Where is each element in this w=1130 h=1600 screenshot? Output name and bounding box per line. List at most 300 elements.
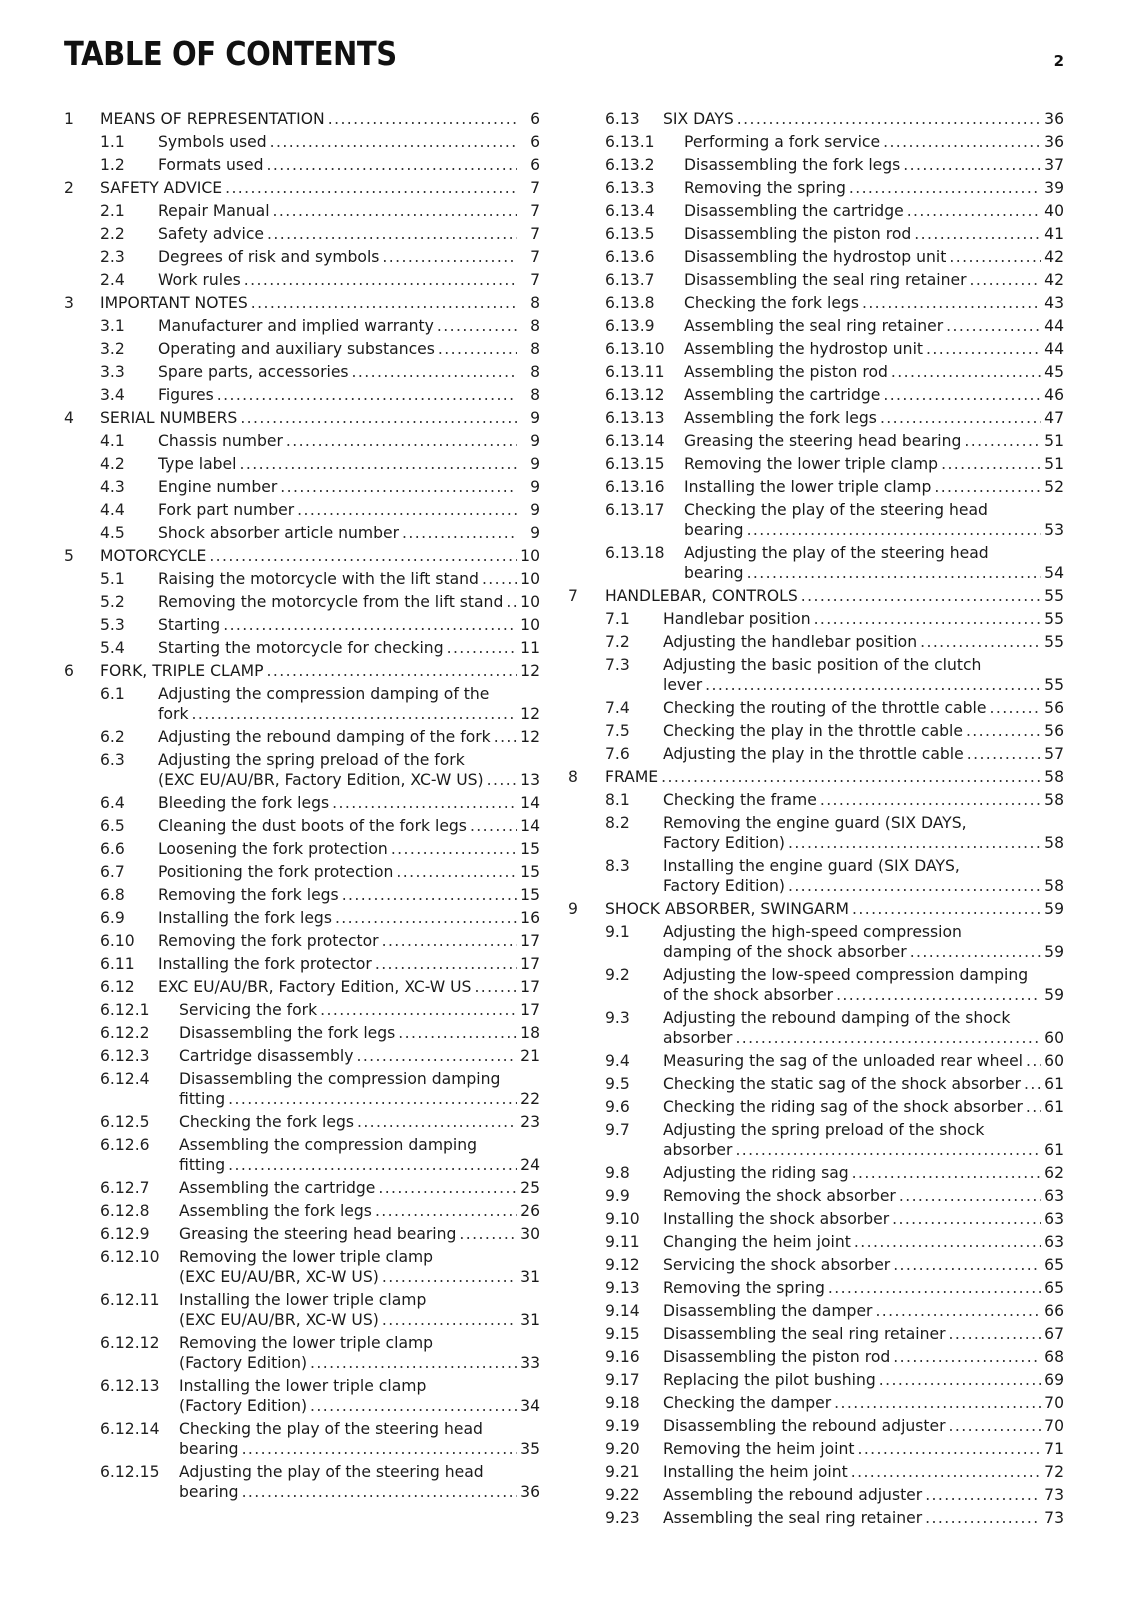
toc-entry[interactable] bbox=[64, 1112, 540, 1135]
toc-entry[interactable] bbox=[568, 385, 1064, 408]
toc-entry[interactable] bbox=[64, 885, 540, 908]
toc-entry[interactable] bbox=[64, 1000, 540, 1023]
toc-entry[interactable] bbox=[568, 1278, 1064, 1301]
toc-entry[interactable] bbox=[64, 1462, 540, 1505]
toc-entry[interactable] bbox=[64, 1290, 540, 1333]
toc-entry-number: 9.7 bbox=[605, 1121, 630, 1139]
toc-entry[interactable] bbox=[568, 922, 1064, 965]
toc-entry-page: 24 bbox=[520, 1156, 540, 1174]
toc-entry[interactable] bbox=[568, 1051, 1064, 1074]
toc-entry[interactable] bbox=[64, 500, 540, 523]
toc-entry-title: Positioning the fork protection bbox=[158, 863, 394, 881]
toc-entry[interactable] bbox=[568, 655, 1064, 698]
toc-entry-body bbox=[663, 1008, 1064, 1048]
dot-leader bbox=[879, 1370, 1041, 1390]
dot-leader bbox=[357, 1112, 517, 1132]
toc-entry-title: Engine number bbox=[158, 478, 278, 496]
toc-entry[interactable] bbox=[64, 454, 540, 477]
toc-entry[interactable] bbox=[568, 1485, 1064, 1508]
toc-entry[interactable] bbox=[64, 793, 540, 816]
toc-entry[interactable] bbox=[64, 1376, 540, 1419]
toc-entry[interactable] bbox=[568, 408, 1064, 431]
toc-entry[interactable] bbox=[568, 201, 1064, 224]
toc-entry[interactable] bbox=[568, 132, 1064, 155]
dot-leader bbox=[437, 316, 517, 336]
toc-entry-title-line bbox=[684, 132, 1064, 152]
toc-entry-page: 16 bbox=[520, 909, 540, 927]
toc-entry-title-line bbox=[605, 899, 1064, 919]
toc-entry-body bbox=[663, 744, 1064, 764]
toc-entry-title: absorber bbox=[663, 1141, 733, 1159]
toc-entry-title: Shock absorber article number bbox=[158, 524, 400, 542]
toc-entry[interactable] bbox=[568, 1163, 1064, 1186]
toc-entry[interactable] bbox=[64, 750, 540, 793]
toc-entry-title: Type label bbox=[158, 455, 237, 473]
toc-entry-body bbox=[158, 816, 540, 836]
toc-entry[interactable] bbox=[64, 132, 540, 155]
toc-entry-body bbox=[179, 1112, 540, 1132]
toc-entry-body bbox=[179, 1046, 540, 1066]
toc-entry[interactable] bbox=[64, 109, 540, 132]
toc-entry[interactable] bbox=[568, 454, 1064, 477]
toc-entry[interactable] bbox=[568, 270, 1064, 293]
toc-entry-title: Disassembling the damper bbox=[663, 1302, 873, 1320]
toc-entry-title: bearing bbox=[179, 1440, 239, 1458]
dot-leader bbox=[223, 615, 517, 635]
toc-entry[interactable] bbox=[64, 816, 540, 839]
toc-entry[interactable] bbox=[64, 592, 540, 615]
toc-entry[interactable] bbox=[64, 178, 540, 201]
toc-entry-title: Installing the fork protector bbox=[158, 955, 372, 973]
toc-entry-body bbox=[663, 1301, 1064, 1321]
toc-entry-number: 9.16 bbox=[605, 1348, 640, 1366]
toc-entry[interactable] bbox=[568, 698, 1064, 721]
toc-entry-page: 31 bbox=[520, 1268, 540, 1286]
toc-entry[interactable] bbox=[568, 790, 1064, 813]
toc-entry-page: 55 bbox=[1044, 610, 1064, 628]
toc-entry[interactable] bbox=[64, 1247, 540, 1290]
toc-entry[interactable] bbox=[568, 431, 1064, 454]
toc-entry[interactable] bbox=[568, 543, 1064, 586]
toc-entry[interactable] bbox=[568, 1508, 1064, 1531]
dot-leader bbox=[240, 454, 518, 474]
toc-entry-title-line bbox=[663, 1370, 1064, 1390]
toc-entry-page: 40 bbox=[1044, 202, 1064, 220]
toc-entry[interactable] bbox=[568, 899, 1064, 922]
toc-entry[interactable] bbox=[64, 569, 540, 592]
dot-leader bbox=[382, 931, 517, 951]
dot-leader bbox=[1026, 1051, 1041, 1071]
toc-entry-page: 58 bbox=[1044, 834, 1064, 852]
toc-entry-title-line1: Installing the engine guard (SIX DAYS, bbox=[663, 857, 960, 875]
toc-entry-title-line bbox=[684, 270, 1064, 290]
toc-entry-body bbox=[158, 339, 540, 359]
toc-entry-title: Factory Edition) bbox=[663, 834, 785, 852]
toc-entry-number: 9.21 bbox=[605, 1463, 640, 1481]
dot-leader bbox=[474, 977, 517, 997]
toc-entry-page: 60 bbox=[1044, 1029, 1064, 1047]
dot-leader bbox=[459, 1224, 517, 1244]
dot-leader bbox=[342, 885, 517, 905]
toc-entry-title-line bbox=[158, 454, 540, 474]
toc-entry[interactable] bbox=[64, 247, 540, 270]
toc-entry-body bbox=[158, 592, 540, 612]
toc-entry-title: Repair Manual bbox=[158, 202, 270, 220]
toc-entry-page: 10 bbox=[520, 616, 540, 634]
dot-leader bbox=[883, 132, 1041, 152]
toc-entry-body bbox=[100, 408, 540, 428]
toc-entry-body bbox=[158, 839, 540, 859]
toc-entry-title: (Factory Edition) bbox=[179, 1397, 308, 1415]
dot-leader bbox=[862, 293, 1041, 313]
toc-entry-title-line1: Adjusting the high-speed compression bbox=[663, 923, 962, 941]
toc-entry-title-line bbox=[663, 1508, 1064, 1528]
toc-entry-body bbox=[158, 862, 540, 882]
toc-entry[interactable] bbox=[64, 270, 540, 293]
toc-entry-title: Installing the shock absorber bbox=[663, 1210, 890, 1228]
toc-entry-number: 6.13.18 bbox=[605, 544, 665, 562]
toc-entry-body bbox=[684, 247, 1064, 267]
toc-entry[interactable] bbox=[568, 632, 1064, 655]
toc-entry-number: 2.2 bbox=[100, 225, 125, 243]
toc-entry-title: fitting bbox=[179, 1090, 226, 1108]
dot-leader bbox=[396, 862, 517, 882]
toc-entry[interactable] bbox=[568, 1255, 1064, 1278]
toc-entry[interactable] bbox=[64, 362, 540, 385]
toc-entry-number: 6.12 bbox=[100, 978, 135, 996]
toc-entry[interactable] bbox=[568, 1393, 1064, 1416]
toc-entry[interactable] bbox=[568, 744, 1064, 767]
toc-entry-number: 6.4 bbox=[100, 794, 125, 812]
toc-entry-title: Degrees of risk and symbols bbox=[158, 248, 380, 266]
toc-entry-title-line bbox=[663, 1416, 1064, 1436]
toc-entry-title: Checking the fork legs bbox=[684, 294, 859, 312]
toc-entry-page: 55 bbox=[1044, 587, 1064, 605]
toc-entry-number: 6.7 bbox=[100, 863, 125, 881]
dot-leader bbox=[273, 201, 517, 221]
toc-entry[interactable] bbox=[568, 1074, 1064, 1097]
toc-entry-title-line bbox=[684, 155, 1064, 175]
toc-entry[interactable] bbox=[64, 339, 540, 362]
toc-entry-title: HANDLEBAR, CONTROLS bbox=[605, 587, 798, 605]
toc-entry-page: 52 bbox=[1044, 478, 1064, 496]
toc-entry[interactable] bbox=[64, 316, 540, 339]
toc-entry[interactable] bbox=[64, 408, 540, 431]
toc-entry-body bbox=[179, 1333, 540, 1373]
toc-entry-title-line bbox=[158, 339, 540, 359]
toc-entry-number: 6.13.15 bbox=[605, 455, 665, 473]
toc-entry-body bbox=[663, 1393, 1064, 1413]
toc-entry[interactable] bbox=[568, 362, 1064, 385]
toc-entry[interactable] bbox=[64, 155, 540, 178]
toc-entry-title-line bbox=[663, 790, 1064, 810]
toc-entry-number: 6.13.5 bbox=[605, 225, 655, 243]
toc-entry-title-line bbox=[663, 1324, 1064, 1344]
dot-leader bbox=[378, 1178, 517, 1198]
dot-leader bbox=[267, 661, 517, 681]
toc-entry-title: Adjusting the rebound damping of the fork bbox=[158, 728, 491, 746]
toc-entry-title-line bbox=[179, 1155, 540, 1175]
toc-entry[interactable] bbox=[64, 839, 540, 862]
toc-entry[interactable] bbox=[64, 477, 540, 500]
toc-entry-number: 9.22 bbox=[605, 1486, 640, 1504]
toc-entry-number: 2.4 bbox=[100, 271, 125, 289]
toc-entry-title-line bbox=[684, 454, 1064, 474]
toc-entry-page: 9 bbox=[530, 501, 540, 519]
toc-entry-title: IMPORTANT NOTES bbox=[100, 294, 248, 312]
toc-entry-title-line bbox=[158, 247, 540, 267]
toc-entry-page: 15 bbox=[520, 886, 540, 904]
toc-entry[interactable] bbox=[64, 931, 540, 954]
toc-entry-title-line bbox=[158, 385, 540, 405]
toc-entry[interactable] bbox=[568, 1186, 1064, 1209]
toc-entry-page: 61 bbox=[1044, 1141, 1064, 1159]
toc-entry[interactable] bbox=[568, 224, 1064, 247]
toc-entry-title: Installing the heim joint bbox=[663, 1463, 848, 1481]
toc-entry[interactable] bbox=[64, 661, 540, 684]
toc-entry-title-line1: Disassembling the compression damping bbox=[179, 1070, 501, 1088]
toc-entry[interactable] bbox=[64, 1023, 540, 1046]
dot-leader bbox=[941, 454, 1041, 474]
toc-entry[interactable] bbox=[568, 339, 1064, 362]
toc-entry-title-line bbox=[158, 523, 540, 543]
dot-leader bbox=[398, 1023, 517, 1043]
toc-entry[interactable] bbox=[568, 1370, 1064, 1393]
dot-leader bbox=[910, 942, 1041, 962]
toc-entry[interactable] bbox=[568, 109, 1064, 132]
toc-entry[interactable] bbox=[568, 965, 1064, 1008]
toc-entry[interactable] bbox=[64, 201, 540, 224]
toc-entry-body bbox=[663, 1120, 1064, 1160]
toc-entry-page: 26 bbox=[520, 1202, 540, 1220]
toc-entry-title-line bbox=[179, 1439, 540, 1459]
toc-entry[interactable] bbox=[568, 477, 1064, 500]
toc-entry-number: 6.8 bbox=[100, 886, 125, 904]
toc-entry-body bbox=[158, 954, 540, 974]
toc-entry-number: 3.3 bbox=[100, 363, 125, 381]
dot-leader bbox=[705, 675, 1041, 695]
toc-entry[interactable] bbox=[568, 767, 1064, 790]
toc-entry-body bbox=[158, 477, 540, 497]
toc-entry[interactable] bbox=[568, 178, 1064, 201]
toc-entry-title-line bbox=[158, 316, 540, 336]
toc-entry-title: Greasing the steering head bearing bbox=[179, 1225, 457, 1243]
toc-entry-title-line bbox=[179, 1000, 540, 1020]
toc-entry[interactable] bbox=[568, 1462, 1064, 1485]
toc-entry[interactable] bbox=[64, 615, 540, 638]
toc-entry[interactable] bbox=[64, 546, 540, 569]
toc-entry-body bbox=[684, 270, 1064, 290]
dot-leader bbox=[310, 1353, 517, 1373]
toc-entry[interactable] bbox=[568, 155, 1064, 178]
toc-entry[interactable] bbox=[568, 813, 1064, 856]
toc-entry-body bbox=[684, 431, 1064, 451]
toc-entry[interactable] bbox=[568, 586, 1064, 609]
toc-entry-page: 11 bbox=[520, 639, 540, 657]
dot-leader bbox=[854, 1232, 1041, 1252]
toc-entry[interactable] bbox=[64, 523, 540, 546]
toc-entry-page: 69 bbox=[1044, 1371, 1064, 1389]
toc-entry[interactable] bbox=[568, 1232, 1064, 1255]
toc-entry-number: 8.2 bbox=[605, 814, 630, 832]
toc-entry-body bbox=[100, 293, 540, 313]
toc-entry-body bbox=[684, 454, 1064, 474]
dot-leader bbox=[267, 155, 517, 175]
toc-entry-number: 5.1 bbox=[100, 570, 125, 588]
toc-entry-number: 1 bbox=[64, 110, 74, 128]
toc-entry-number: 9.10 bbox=[605, 1210, 640, 1228]
toc-entry[interactable] bbox=[568, 1120, 1064, 1163]
toc-entry[interactable] bbox=[64, 1201, 540, 1224]
toc-entry-title: Fork part number bbox=[158, 501, 295, 519]
toc-entry-title: Servicing the shock absorber bbox=[663, 1256, 891, 1274]
toc-entry[interactable] bbox=[568, 1416, 1064, 1439]
toc-entry-number: 9.12 bbox=[605, 1256, 640, 1274]
dot-leader bbox=[251, 293, 517, 313]
toc-entry[interactable] bbox=[64, 727, 540, 750]
toc-entry[interactable] bbox=[64, 1135, 540, 1178]
dot-leader bbox=[989, 698, 1041, 718]
dot-leader bbox=[801, 586, 1041, 606]
toc-entry-number: 6.12.6 bbox=[100, 1136, 150, 1154]
toc-entry-title-line bbox=[605, 586, 1064, 606]
toc-entry-title-line bbox=[663, 942, 1064, 962]
toc-entry[interactable] bbox=[64, 1178, 540, 1201]
toc-entry-title-line bbox=[663, 1163, 1064, 1183]
dot-leader bbox=[852, 899, 1041, 919]
toc-entry-number: 9.8 bbox=[605, 1164, 630, 1182]
toc-entry[interactable] bbox=[64, 862, 540, 885]
toc-entry-title: Starting the motorcycle for checking bbox=[158, 639, 444, 657]
toc-entry-body bbox=[100, 546, 540, 566]
toc-entry[interactable] bbox=[568, 1209, 1064, 1232]
toc-entry-title: Checking the damper bbox=[663, 1394, 832, 1412]
toc-entry-title-line bbox=[158, 431, 540, 451]
toc-entry-number: 6.12.4 bbox=[100, 1070, 150, 1088]
toc-entry-title-line1: Adjusting the basic position of the clutch bbox=[663, 656, 982, 674]
toc-entry-number: 9.2 bbox=[605, 966, 630, 984]
toc-entry-number: 9.18 bbox=[605, 1394, 640, 1412]
toc-entry-title-line1: Removing the lower triple clamp bbox=[179, 1248, 434, 1266]
toc-entry-body bbox=[663, 1209, 1064, 1229]
toc-entry-number: 9 bbox=[568, 900, 578, 918]
toc-entry-title-line bbox=[179, 1201, 540, 1221]
toc-entry-body bbox=[179, 1201, 540, 1221]
toc-entry[interactable] bbox=[568, 1439, 1064, 1462]
toc-entry[interactable] bbox=[64, 1046, 540, 1069]
toc-entry[interactable] bbox=[64, 954, 540, 977]
toc-entry-body bbox=[158, 638, 540, 658]
toc-entry[interactable] bbox=[64, 1224, 540, 1247]
toc-entry-page: 46 bbox=[1044, 386, 1064, 404]
toc-entry[interactable] bbox=[568, 316, 1064, 339]
toc-entry[interactable] bbox=[568, 721, 1064, 744]
toc-entry-page: 58 bbox=[1044, 791, 1064, 809]
toc-entry-number: 3.2 bbox=[100, 340, 125, 358]
toc-entry-title: Measuring the sag of the unloaded rear wheel bbox=[663, 1052, 1023, 1070]
toc-entry-body bbox=[663, 1163, 1064, 1183]
toc-entry-body bbox=[684, 293, 1064, 313]
toc-entry-title-line bbox=[179, 1023, 540, 1043]
toc-entry-title-line bbox=[158, 201, 540, 221]
toc-entry[interactable] bbox=[568, 500, 1064, 543]
toc-entry[interactable] bbox=[64, 684, 540, 727]
toc-entry-number: 6.13.17 bbox=[605, 501, 665, 519]
toc-entry[interactable] bbox=[64, 1333, 540, 1376]
toc-entry-page: 15 bbox=[520, 840, 540, 858]
toc-entry-body bbox=[158, 316, 540, 336]
toc-entry-number: 6.12.10 bbox=[100, 1248, 160, 1266]
toc-entry-page: 12 bbox=[520, 705, 540, 723]
toc-entry-page: 65 bbox=[1044, 1256, 1064, 1274]
toc-entry-title: Removing the shock absorber bbox=[663, 1187, 896, 1205]
toc-entry[interactable] bbox=[568, 609, 1064, 632]
toc-entry-page: 10 bbox=[520, 570, 540, 588]
toc-entry[interactable] bbox=[64, 224, 540, 247]
dot-leader bbox=[225, 178, 517, 198]
toc-entry-title: Adjusting the play in the throttle cable bbox=[663, 745, 964, 763]
toc-entry[interactable] bbox=[64, 1069, 540, 1112]
dot-leader bbox=[949, 247, 1041, 267]
toc-entry-title: Installing the lower triple clamp bbox=[684, 478, 932, 496]
toc-entry[interactable] bbox=[568, 1301, 1064, 1324]
dot-leader bbox=[903, 155, 1041, 175]
toc-entry[interactable] bbox=[64, 908, 540, 931]
toc-entry[interactable] bbox=[64, 385, 540, 408]
toc-entry-page: 8 bbox=[530, 317, 540, 335]
toc-entry-body bbox=[605, 899, 1064, 919]
dot-leader bbox=[270, 132, 517, 152]
toc-entry[interactable] bbox=[64, 1419, 540, 1462]
toc-entry-title-line bbox=[158, 270, 540, 290]
toc-entry[interactable] bbox=[64, 431, 540, 454]
toc-entry[interactable] bbox=[64, 638, 540, 661]
toc-entry-number: 6.12.13 bbox=[100, 1377, 160, 1395]
toc-entry[interactable] bbox=[568, 293, 1064, 316]
toc-entry-number: 9.6 bbox=[605, 1098, 630, 1116]
toc-entry-page: 63 bbox=[1044, 1187, 1064, 1205]
toc-entry-title: Starting bbox=[158, 616, 221, 634]
toc-entry-title-line bbox=[663, 698, 1064, 718]
toc-entry-title-line bbox=[663, 744, 1064, 764]
toc-entry[interactable] bbox=[568, 247, 1064, 270]
toc-entry-title: Changing the heim joint bbox=[663, 1233, 851, 1251]
toc-entry-body bbox=[179, 1247, 540, 1287]
toc-entry[interactable] bbox=[568, 1008, 1064, 1051]
toc-entry-title-line bbox=[179, 1482, 540, 1502]
dot-leader bbox=[402, 523, 517, 543]
toc-entry-title: Installing the fork legs bbox=[158, 909, 332, 927]
toc-entry-body bbox=[663, 632, 1064, 652]
toc-entry[interactable] bbox=[568, 1097, 1064, 1120]
toc-entry-body bbox=[179, 1178, 540, 1198]
toc-entry[interactable] bbox=[64, 977, 540, 1000]
toc-entry-number: 6.5 bbox=[100, 817, 125, 835]
toc-entry[interactable] bbox=[568, 856, 1064, 899]
toc-entry-page: 9 bbox=[530, 455, 540, 473]
toc-entry-number: 6.12.5 bbox=[100, 1113, 150, 1131]
dot-leader bbox=[244, 270, 517, 290]
toc-entry-page: 12 bbox=[520, 728, 540, 746]
toc-entry[interactable] bbox=[568, 1324, 1064, 1347]
toc-entry-body bbox=[605, 586, 1064, 606]
dot-leader bbox=[920, 632, 1041, 652]
toc-entry-title-line bbox=[663, 1074, 1064, 1094]
toc-entry[interactable] bbox=[568, 1347, 1064, 1370]
toc-entry-number: 9.1 bbox=[605, 923, 630, 941]
toc-entry-number: 6.12.12 bbox=[100, 1334, 160, 1352]
toc-entry[interactable] bbox=[64, 293, 540, 316]
